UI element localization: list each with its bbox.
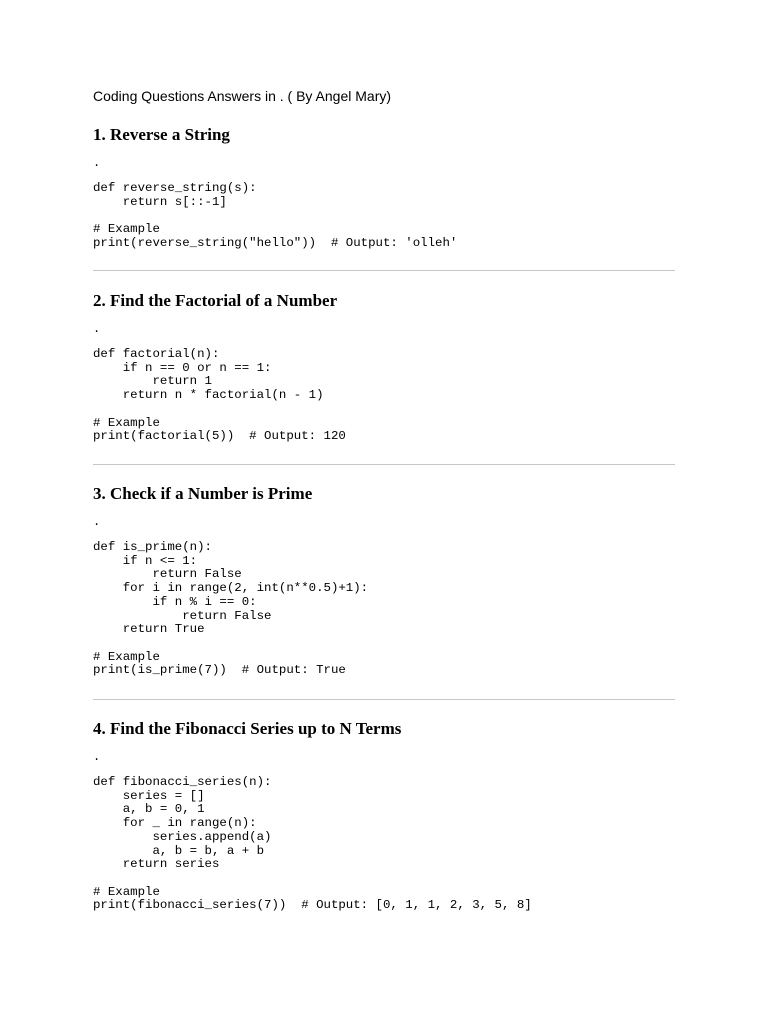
document-title: Coding Questions Answers in . ( By Angel Mary) — [93, 88, 392, 104]
code-block: def factorial(n): if n == 0 or n == 1: return 1 return n * factorial(n - 1) # Example print(factorial(5)) # Output: 120 — [93, 347, 346, 444]
code-block: def is_prime(n): if n <= 1: return False for i in range(2, int(n**0.5)+1): if n % i == 0: return False return True # Example print(is_prime(7)) # Output: True — [93, 540, 369, 678]
section-fibonacci — [93, 719, 675, 913]
section-prime — [93, 484, 675, 678]
section-heading: 4. Find the Fibonacci Series up to N Terms — [93, 719, 402, 738]
section-divider — [93, 464, 675, 465]
section-divider — [93, 270, 675, 271]
section-heading: 2. Find the Factorial of a Number — [93, 291, 338, 310]
section-heading: 3. Check if a Number is Prime — [93, 484, 313, 503]
section-dot: . — [93, 515, 101, 529]
section-dot: . — [93, 322, 101, 336]
section-factorial — [93, 291, 675, 444]
code-block: def reverse_string(s): return s[::-1] # Example print(reverse_string("hello")) # Output: 'olleh' — [93, 181, 458, 250]
section-dot: . — [93, 750, 101, 764]
section-reverse-string — [93, 125, 675, 251]
section-heading: 1. Reverse a String — [93, 125, 230, 144]
section-divider — [93, 699, 675, 700]
section-dot: . — [93, 156, 101, 170]
code-block: def fibonacci_series(n): series = [] a, b = 0, 1 for _ in range(n): series.append(a) a, b = b, a + b return series # Example print(fibonacci_series(7)) # Output: [0, 1, 1, 2, 3, 5, 8] — [93, 775, 532, 913]
